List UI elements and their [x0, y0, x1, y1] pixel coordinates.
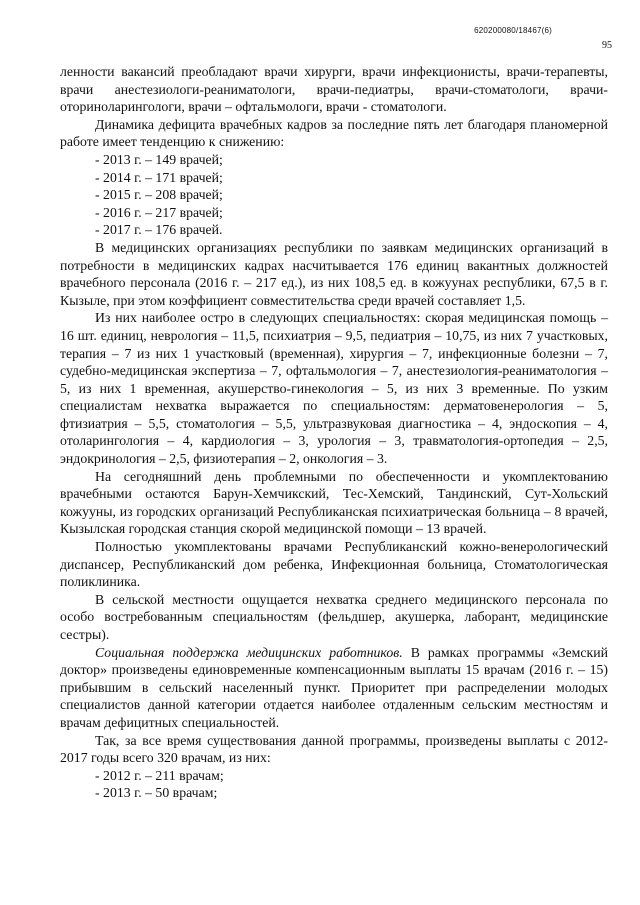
- list-item: - 2012 г. – 211 врачам;: [95, 767, 224, 783]
- list-item: - 2013 г. – 50 врачам;: [95, 785, 218, 801]
- document-code: 620200080/18467(6): [474, 26, 552, 35]
- paragraph-rural-nurses: В сельской местности ощущается нехватка среднего медицинского персонала по особо востребованным специальностям (фельдшер, акушерка, лаборант, медицинские сестры).: [60, 591, 608, 642]
- payments-by-year-list: [60, 767, 608, 802]
- paragraph-dynamics: Динамика дефицита врачебных кадров за последние пять лет благодаря планомерной работе имеет тенденцию к снижению:: [60, 116, 608, 150]
- paragraph-specialties: Из них наиболее остро в следующих специальностях: скорая медицинская помощь – 16 шт. единиц, неврология – 11,5, психиатрия – 9,5, педиатрия – 10,75, из них 7 участковых, терапия – 7 из них 1 участковый (временная), хирургия – 7, инфекционные болезни – 7, судебно-медицинская экспертиза – 7, офтальмология – 7, анестезиология-реаниматология – 5, из них 1 временная, акушерство-гинекология – 5, из них 3 временные. По узким специалистам нехватка выражается по специальностям: дерматовенерология – 5, фтизиатрия – 5,5, стоматология – 5,5, ультразвуковая диагностика – 4, эндоскопия – 4, отоларингология – 4, кардиология – 3, урология – 3, травматология-ортопедия – 2,5, эндокринология – 2,5, физиотерапия – 2, онкология – 3.: [60, 310, 608, 467]
- paragraph-problem-areas: На сегодняшний день проблемными по обеспеченности и укомплектованию врачебными остаются Барун-Хемчикский, Тес-Хемский, Тандинский, Сут-Хольский кожууны, из городских организаций Республиканская психиатрическая больница – 8 врачей, Кызылская городская станция скорой медицинской помощи – 13 врачей.: [60, 468, 608, 537]
- list-item: - 2017 г. – 176 врачей.: [95, 222, 223, 238]
- paragraph-social-support: [60, 644, 608, 732]
- paragraph-payments: Так, за все время существования данной программы, произведены выплаты с 2012-2017 годы всего 320 врачам, из них:: [60, 732, 608, 766]
- list-item: - 2015 г. – 208 врачей;: [95, 187, 223, 203]
- page-number: 95: [602, 40, 612, 51]
- paragraph-fully-staffed: Полностью укомплектованы врачами Республиканский кожно-венерологический диспансер, Республиканский дом ребенка, Инфекционная больница, Стоматологическая поликлиника.: [60, 539, 608, 590]
- list-item: - 2014 г. – 171 врачей;: [95, 169, 223, 185]
- paragraph-vacancies: ленности вакансий преобладают врачи хирурги, врачи инфекционисты, врачи-терапевты, врачи анестезиологи-реаниматологи, врачи-педиатры, врачи-стоматологи, врачи-оториноларингологи, врачи – офтальмологи, врачи - стоматологи.: [60, 64, 608, 115]
- list-item: - 2016 г. – 217 врачей;: [95, 204, 223, 220]
- paragraph-vacant-positions: В медицинских организациях республики по заявкам медицинских организаций в потребности в медицинских кадрах насчитывается 176 единиц вакантных должностей врачебного персонала (2016 г. – 217 ед.), из них 108,5 ед. в кожуунах республики, 67,5 в г. Кызыле, при этом коэффициент совместительства среди врачей составляет 1,5.: [60, 239, 608, 308]
- section-heading-social-support: Социальная поддержка медицинских работников.: [95, 644, 403, 660]
- list-item: - 2013 г. – 149 врачей;: [95, 151, 223, 167]
- deficit-by-year-list: [60, 151, 608, 239]
- social-support-text: В рамках программы «Земский доктор» произведены единовременные компенсационным выплаты 15 врачам (2016 г. – 15) прибывшим в сельский населенный пункт. Приоритет при распределении молодых специалистов данной категории отдается наиболее отдаленным сельским местностям и врачам дефицитных специальностей.: [60, 644, 608, 730]
- body-text: [60, 63, 608, 802]
